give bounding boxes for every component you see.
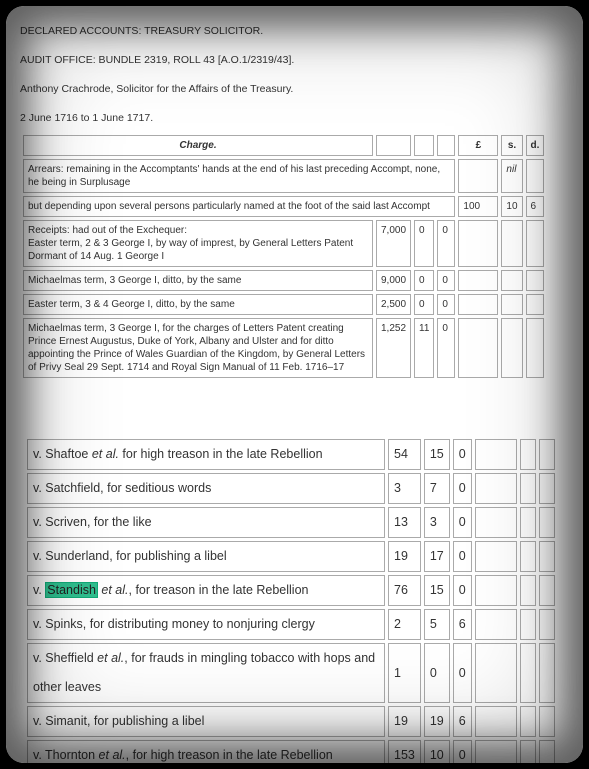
sub-shillings-cell: 3 bbox=[424, 507, 450, 538]
sub-shillings-cell: 0 bbox=[414, 270, 434, 291]
prosecution-description bbox=[27, 507, 385, 538]
pence-cell bbox=[539, 609, 555, 640]
header-line-2: AUDIT OFFICE: BUNDLE 2319, ROLL 43 [A.O.1/2319/43]. bbox=[20, 54, 295, 66]
charge-description: but depending upon several persons particularly named at the foot of the said last Accompt bbox=[23, 196, 455, 217]
shillings-cell bbox=[520, 473, 536, 504]
pence-cell bbox=[539, 643, 555, 703]
sub-pence-cell: 0 bbox=[437, 318, 455, 378]
case-text: v. Shaftoe bbox=[33, 447, 92, 461]
sub-pounds-cell: 19 bbox=[388, 541, 421, 572]
sub-pence-cell: 0 bbox=[453, 740, 472, 763]
pounds-cell bbox=[458, 294, 498, 315]
case-text: , for frauds in mingling tobacco with hops and other leaves bbox=[33, 651, 376, 694]
shillings-cell bbox=[520, 706, 536, 737]
prosecutions-table bbox=[24, 436, 558, 763]
pence-cell bbox=[526, 270, 545, 291]
et-al-text: et al. bbox=[98, 748, 126, 762]
charge-row bbox=[23, 220, 544, 267]
sub-shillings-cell: 7 bbox=[424, 473, 450, 504]
shillings-cell bbox=[520, 643, 536, 703]
shillings-cell bbox=[520, 439, 536, 470]
sub-shillings-cell: 10 bbox=[424, 740, 450, 763]
shillings-cell bbox=[501, 220, 522, 267]
prosecution-description bbox=[27, 706, 385, 737]
pounds-cell bbox=[475, 541, 517, 572]
pence-cell bbox=[539, 439, 555, 470]
prosecution-description bbox=[27, 740, 385, 763]
sub-pounds-cell: 54 bbox=[388, 439, 421, 470]
prosecution-row bbox=[27, 473, 555, 504]
prosecution-row bbox=[27, 575, 555, 606]
charge-row bbox=[23, 270, 544, 291]
highlighted-name: Standish bbox=[47, 583, 96, 597]
prosecution-description bbox=[27, 643, 385, 703]
prosecution-description bbox=[27, 541, 385, 572]
sub-pounds-cell: 3 bbox=[388, 473, 421, 504]
pence-cell bbox=[539, 740, 555, 763]
pence-cell bbox=[526, 318, 545, 378]
case-text: for high treason in the late Rebellion bbox=[118, 447, 323, 461]
et-al-text: et al. bbox=[97, 651, 125, 665]
charge-description: Receipts: had out of the Exchequer: Easter term, 2 & 3 George I, by way of imprest, by General Letters Patent Dormant of 14 Aug. 1 George I bbox=[23, 220, 373, 267]
prosecution-row bbox=[27, 706, 555, 737]
pounds-cell bbox=[475, 609, 517, 640]
charge-description: Michaelmas term, 3 George I, ditto, by the same bbox=[23, 270, 373, 291]
sub-shillings-cell: 0 bbox=[414, 294, 434, 315]
case-text: v. bbox=[33, 583, 46, 597]
sub-pounds-cell: 13 bbox=[388, 507, 421, 538]
pounds-cell bbox=[475, 473, 517, 504]
case-text: v. Scriven, for the like bbox=[33, 515, 152, 529]
prosecution-row bbox=[27, 507, 555, 538]
case-text: , for high treason in the late Rebellion bbox=[125, 748, 333, 762]
sub-pounds-cell: 7,000 bbox=[376, 220, 411, 267]
charge-row bbox=[23, 318, 544, 378]
empty-header-cell bbox=[437, 135, 455, 156]
case-text: v. Simanit, for publishing a libel bbox=[33, 714, 205, 728]
sub-pounds-cell: 1,252 bbox=[376, 318, 411, 378]
case-text: , for treason in the late Rebellion bbox=[128, 583, 309, 597]
et-al-text: et al. bbox=[91, 447, 119, 461]
prosecutions-table-region bbox=[24, 436, 583, 763]
sub-pounds-cell: 19 bbox=[388, 706, 421, 737]
pence-cell bbox=[539, 473, 555, 504]
charge-header: Charge. bbox=[23, 135, 373, 156]
sub-pence-cell: 0 bbox=[453, 643, 472, 703]
case-text: v. Spinks, for distributing money to nonjuring clergy bbox=[33, 617, 315, 631]
case-text: v. Sunderland, for publishing a libel bbox=[33, 549, 227, 563]
shillings-cell bbox=[501, 270, 522, 291]
sub-shillings-cell: 5 bbox=[424, 609, 450, 640]
sub-shillings-cell: 15 bbox=[424, 575, 450, 606]
pounds-cell bbox=[475, 643, 517, 703]
case-text: v. Satchfield, for seditious words bbox=[33, 481, 212, 495]
charge-table-header-row bbox=[23, 135, 544, 156]
pence-cell bbox=[539, 507, 555, 538]
sub-pence-cell: 6 bbox=[453, 609, 472, 640]
header-line-1: DECLARED ACCOUNTS: TREASURY SOLICITOR. bbox=[20, 25, 264, 37]
shillings-cell bbox=[520, 507, 536, 538]
sub-shillings-cell: 0 bbox=[424, 643, 450, 703]
sub-pence-cell: 0 bbox=[437, 220, 455, 267]
sub-pounds-cell: 76 bbox=[388, 575, 421, 606]
charge-row bbox=[23, 196, 544, 217]
shillings-cell: 10 bbox=[501, 196, 522, 217]
pence-cell bbox=[526, 294, 545, 315]
sub-pounds-cell: 1 bbox=[388, 643, 421, 703]
sub-shillings-cell: 15 bbox=[424, 439, 450, 470]
prosecution-row bbox=[27, 740, 555, 763]
header-line-3: Anthony Crachrode, Solicitor for the Affairs of the Treasury. bbox=[20, 83, 294, 95]
pounds-cell bbox=[475, 706, 517, 737]
charge-description: Easter term, 3 & 4 George I, ditto, by the same bbox=[23, 294, 373, 315]
sub-shillings-cell: 11 bbox=[414, 318, 434, 378]
pence-cell: 6 bbox=[526, 196, 545, 217]
prosecution-description bbox=[27, 473, 385, 504]
pence-cell bbox=[539, 706, 555, 737]
pounds-cell bbox=[458, 270, 498, 291]
pounds-cell: 100 bbox=[458, 196, 498, 217]
pounds-cell bbox=[458, 318, 498, 378]
sub-pence-cell: 0 bbox=[437, 294, 455, 315]
charge-table-region bbox=[20, 132, 580, 432]
pence-cell bbox=[526, 159, 545, 193]
sub-pence-cell: 0 bbox=[453, 541, 472, 572]
prosecution-row bbox=[27, 643, 555, 703]
sub-pounds-cell: 2 bbox=[388, 609, 421, 640]
shillings-cell bbox=[520, 541, 536, 572]
sub-shillings-cell: 17 bbox=[424, 541, 450, 572]
sub-pounds-cell: 9,000 bbox=[376, 270, 411, 291]
sub-pence-cell: 0 bbox=[453, 473, 472, 504]
sub-pounds-cell: 153 bbox=[388, 740, 421, 763]
prosecution-description bbox=[27, 575, 385, 606]
pence-cell bbox=[539, 575, 555, 606]
sub-shillings-cell: 19 bbox=[424, 706, 450, 737]
prosecution-row bbox=[27, 609, 555, 640]
sub-shillings-cell: 0 bbox=[414, 220, 434, 267]
shillings-cell bbox=[501, 294, 522, 315]
pounds-cell bbox=[475, 575, 517, 606]
shillings-cell: nil bbox=[501, 159, 522, 193]
shillings-cell bbox=[520, 609, 536, 640]
sub-pounds-cell: 2,500 bbox=[376, 294, 411, 315]
charge-table bbox=[20, 132, 547, 381]
header-line-4: 2 June 1716 to 1 June 1717. bbox=[20, 112, 154, 124]
pounds-cell bbox=[475, 439, 517, 470]
shillings-cell bbox=[520, 575, 536, 606]
pounds-cell bbox=[475, 507, 517, 538]
charge-description: Arrears: remaining in the Accomptants' hands at the end of his last preceding Accompt, none, he being in Surplusage bbox=[23, 159, 455, 193]
shillings-header: s. bbox=[501, 135, 522, 156]
pence-header: d. bbox=[526, 135, 545, 156]
document-header bbox=[20, 24, 560, 140]
sub-pence-cell: 0 bbox=[437, 270, 455, 291]
prosecution-row bbox=[27, 439, 555, 470]
shillings-cell bbox=[520, 740, 536, 763]
sub-pence-cell: 0 bbox=[453, 439, 472, 470]
pounds-header: £ bbox=[458, 135, 498, 156]
pounds-cell bbox=[475, 740, 517, 763]
prosecution-description bbox=[27, 439, 385, 470]
document-frame bbox=[6, 6, 583, 763]
sub-pence-cell: 0 bbox=[453, 507, 472, 538]
pence-cell bbox=[526, 220, 545, 267]
prosecution-description bbox=[27, 609, 385, 640]
empty-header-cell bbox=[414, 135, 434, 156]
empty-header-cell bbox=[376, 135, 411, 156]
pence-cell bbox=[539, 541, 555, 572]
case-text: v. Sheffield bbox=[33, 651, 98, 665]
prosecution-row bbox=[27, 541, 555, 572]
sub-pence-cell: 0 bbox=[453, 575, 472, 606]
pounds-cell bbox=[458, 159, 498, 193]
charge-row bbox=[23, 159, 544, 193]
et-al-text: et al. bbox=[97, 583, 129, 597]
charge-description: Michaelmas term, 3 George I, for the charges of Letters Patent creating Prince Ernest Augustus, Duke of York, Albany and Ulster and for ditto appointing the Prince of Wales Guardian of the Kingdom, by General Letters of Privy Seal 29 Sept. 1714 and Royal Sign Manual of 11 Feb. 1716–17 bbox=[23, 318, 373, 378]
charge-row bbox=[23, 294, 544, 315]
pounds-cell bbox=[458, 220, 498, 267]
sub-pence-cell: 6 bbox=[453, 706, 472, 737]
case-text: v. Thornton bbox=[33, 748, 99, 762]
shillings-cell bbox=[501, 318, 522, 378]
